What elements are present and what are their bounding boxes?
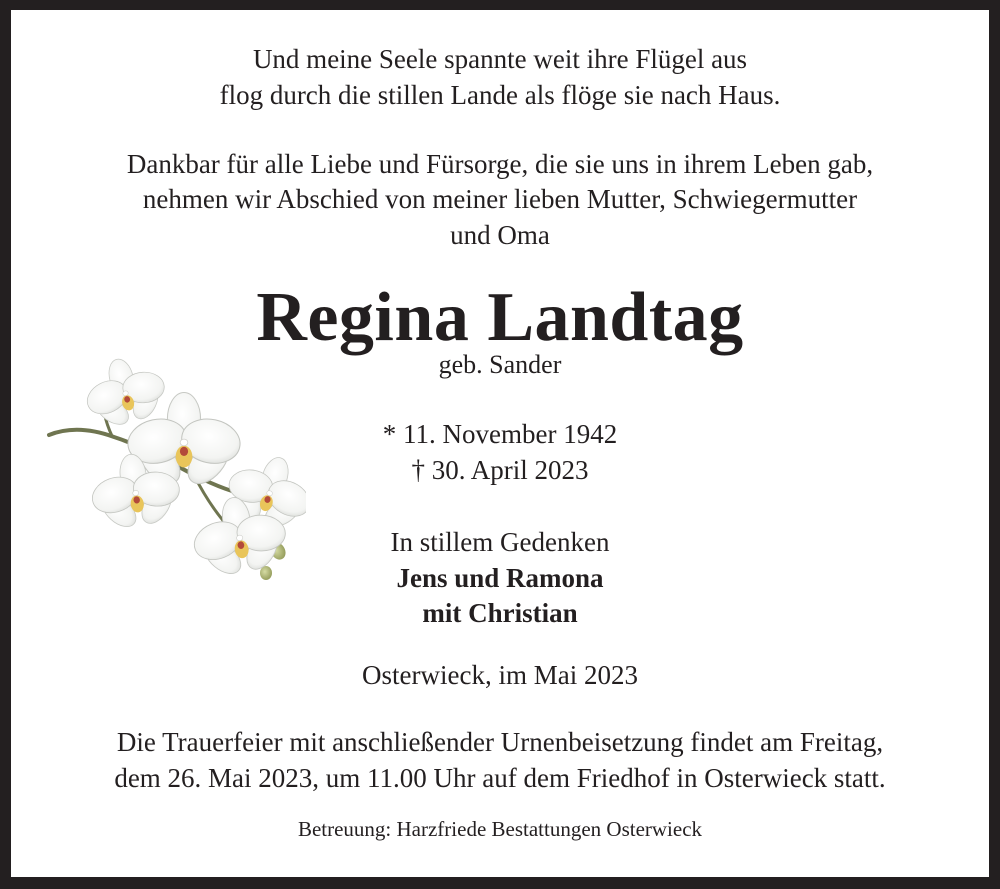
- undertaker-note: Betreuung: Harzfriede Bestattungen Osterwieck: [297, 817, 703, 841]
- service-line-2: dem 26. Mai 2023, um 11.00 Uhr auf dem Friedhof in Osterwieck statt.: [114, 763, 886, 793]
- mourners-intro: In stillem Gedenken: [390, 527, 610, 557]
- poem-line-1: Und meine Seele spannte weit ihre Flügel aus: [252, 44, 748, 74]
- intro-line-3: und Oma: [450, 220, 550, 250]
- poem-line-2: flog durch die stillen Lande als flöge sie nach Haus.: [219, 80, 781, 110]
- mourners-line-2: mit Christian: [422, 598, 578, 628]
- intro-line-1: Dankbar für alle Liebe und Fürsorge, die sie uns in ihrem Leben gab,: [126, 149, 874, 179]
- intro-line-2: nehmen wir Abschied von meiner lieben Mutter, Schwiegermutter: [142, 184, 858, 214]
- orchid-icon: [44, 355, 306, 587]
- deceased-name: Regina Landtag: [256, 279, 744, 356]
- birth-date: * 11. November 1942: [382, 419, 618, 449]
- service-line-1: Die Trauerfeier mit anschließender Urnenbeisetzung findet am Freitag,: [116, 727, 884, 757]
- maiden-name: geb. Sander: [438, 350, 562, 379]
- mourners-line-1: Jens und Ramona: [396, 563, 604, 593]
- death-date: † 30. April 2023: [411, 455, 589, 485]
- place-and-date: Osterwieck, im Mai 2023: [362, 660, 638, 690]
